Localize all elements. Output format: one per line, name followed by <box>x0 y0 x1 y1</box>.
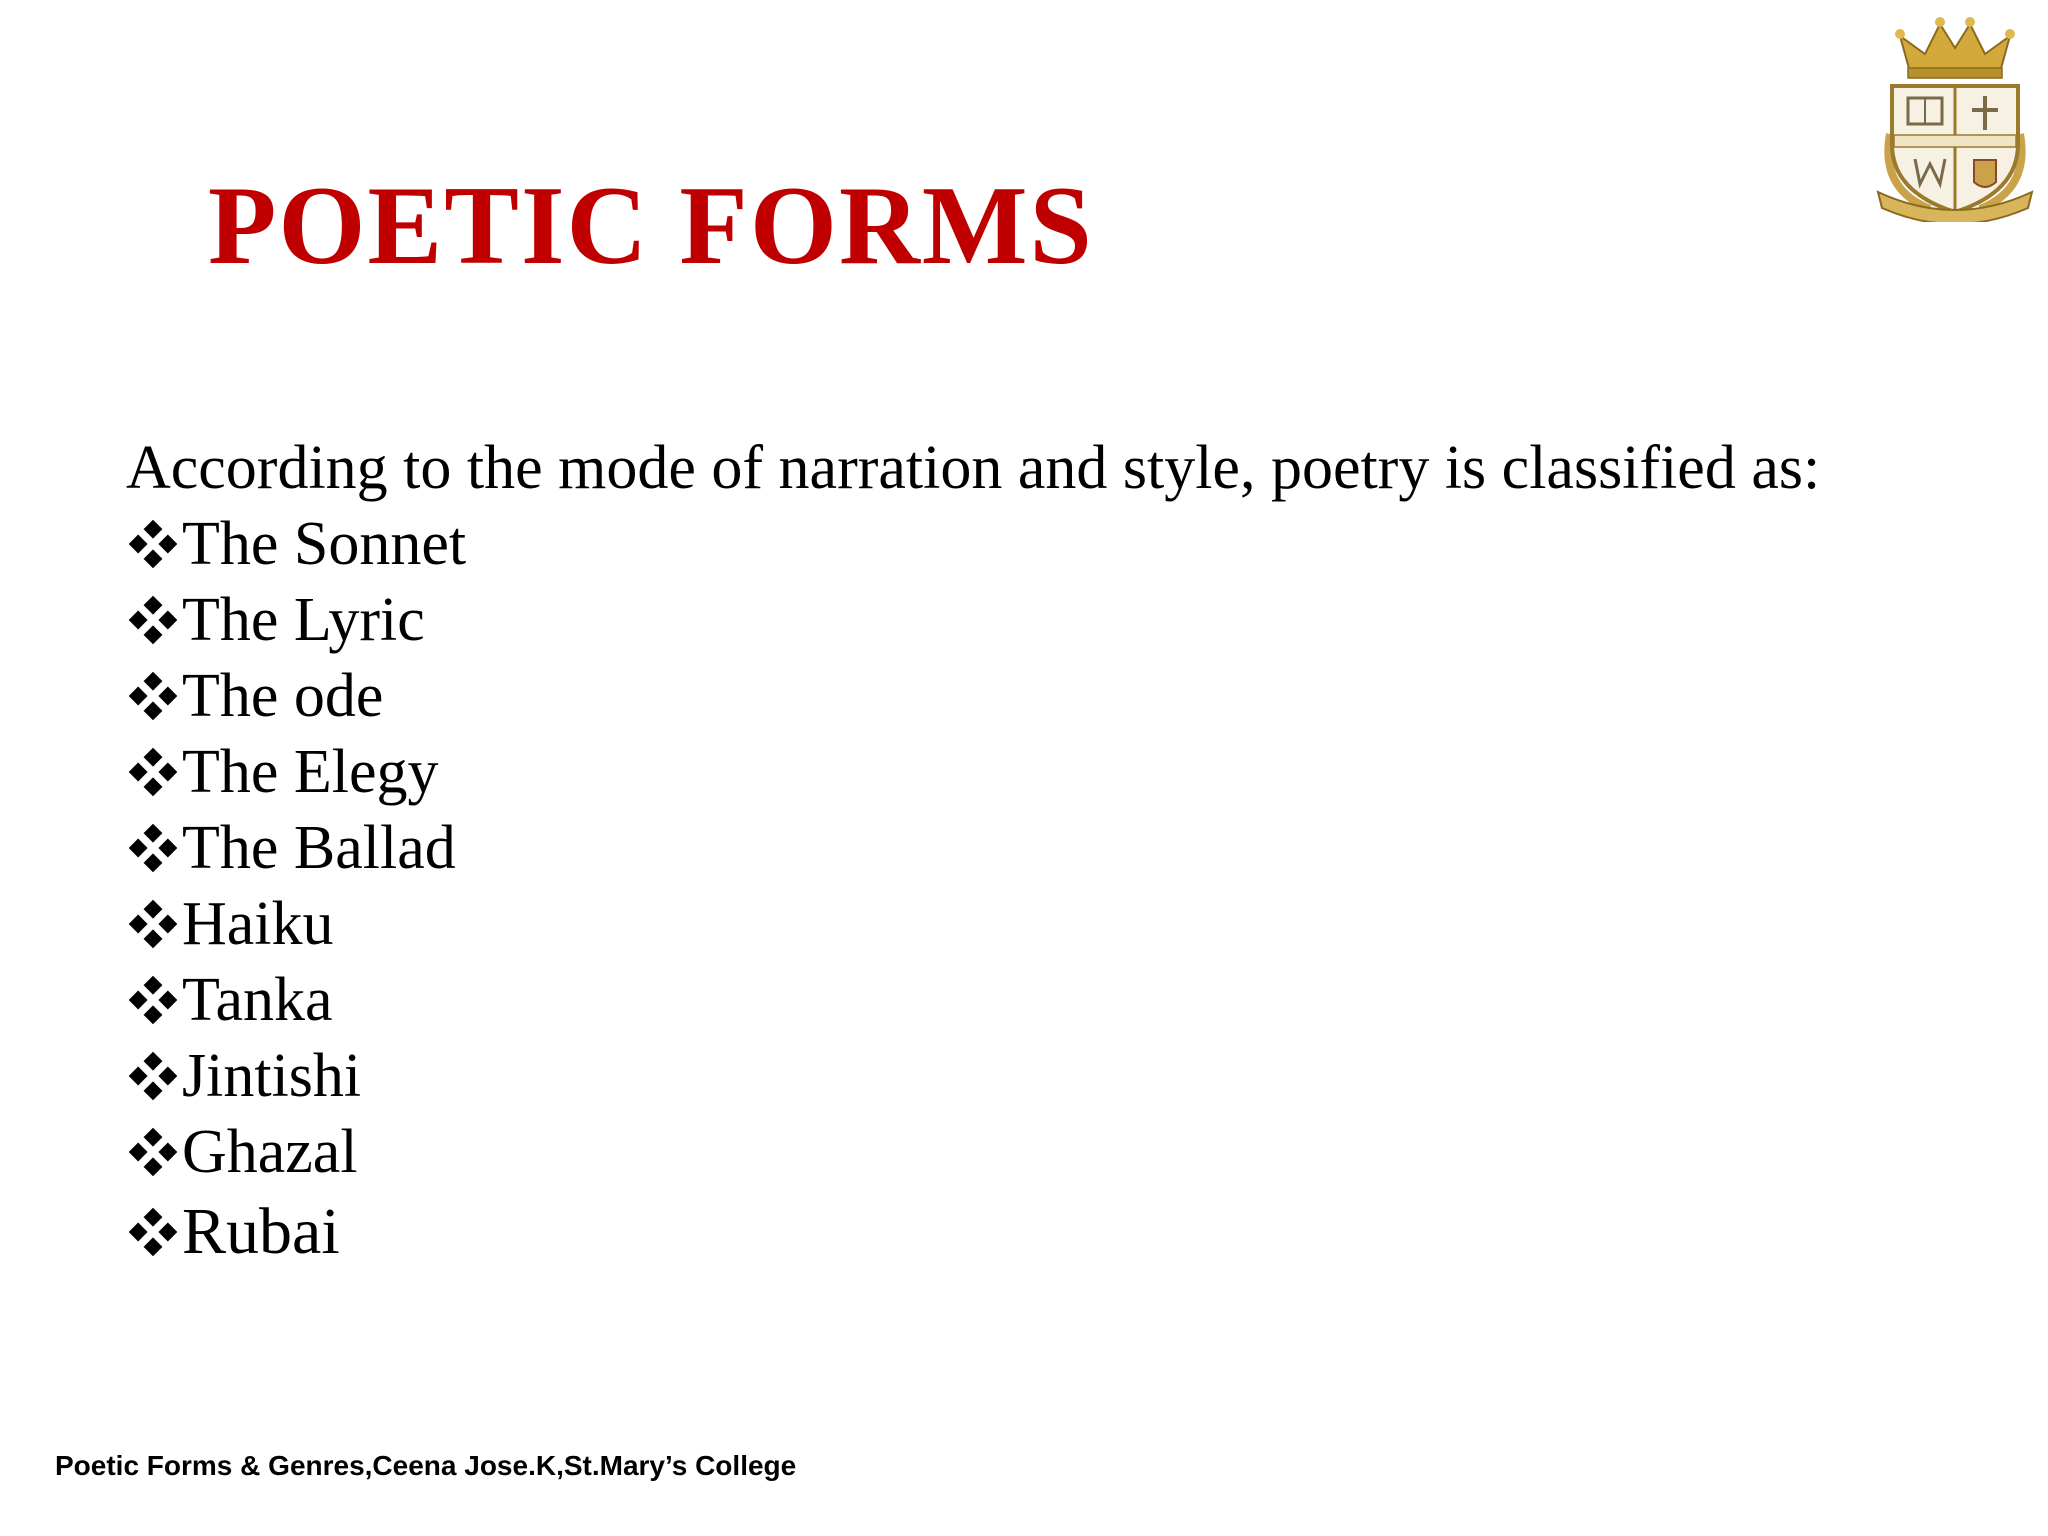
list-item <box>126 582 466 658</box>
college-crest-icon <box>1870 14 2040 222</box>
list-item-label: Ghazal <box>182 1118 358 1186</box>
list-item-label: Jintishi <box>182 1042 362 1110</box>
four-diamond-bullet-icon <box>126 669 180 723</box>
list-item <box>126 810 466 886</box>
slide-footer: Poetic Forms & Genres,Ceena Jose.K,St.Mary’s College <box>55 1450 797 1481</box>
list-item-label: The Elegy <box>182 738 439 806</box>
slide-title: POETIC FORMS <box>208 164 1094 288</box>
list-item <box>126 1190 466 1274</box>
poetic-forms-list <box>126 506 466 1274</box>
list-item <box>126 506 466 582</box>
list-item-label: The Ballad <box>182 814 456 882</box>
four-diamond-bullet-icon <box>126 593 180 647</box>
list-item-label: The Lyric <box>182 586 425 654</box>
four-diamond-bullet-icon <box>126 745 180 799</box>
list-item-label: The Sonnet <box>182 510 467 578</box>
intro-text: According to the mode of narration and style, poetry is classified as: <box>126 434 1821 502</box>
four-diamond-bullet-icon <box>126 517 180 571</box>
list-item <box>126 1038 466 1114</box>
list-item-label: Rubai <box>182 1195 340 1268</box>
four-diamond-bullet-icon <box>126 973 180 1027</box>
list-item <box>126 658 466 734</box>
list-item <box>126 734 466 810</box>
list-item <box>126 962 466 1038</box>
four-diamond-bullet-icon <box>126 1205 180 1259</box>
list-item <box>126 1114 466 1190</box>
list-item-label: Tanka <box>182 966 333 1034</box>
four-diamond-bullet-icon <box>126 1125 180 1179</box>
list-item-label: Haiku <box>182 890 334 958</box>
list-item-label: The ode <box>182 662 384 730</box>
four-diamond-bullet-icon <box>126 821 180 875</box>
four-diamond-bullet-icon <box>126 1049 180 1103</box>
list-item <box>126 886 466 962</box>
four-diamond-bullet-icon <box>126 897 180 951</box>
